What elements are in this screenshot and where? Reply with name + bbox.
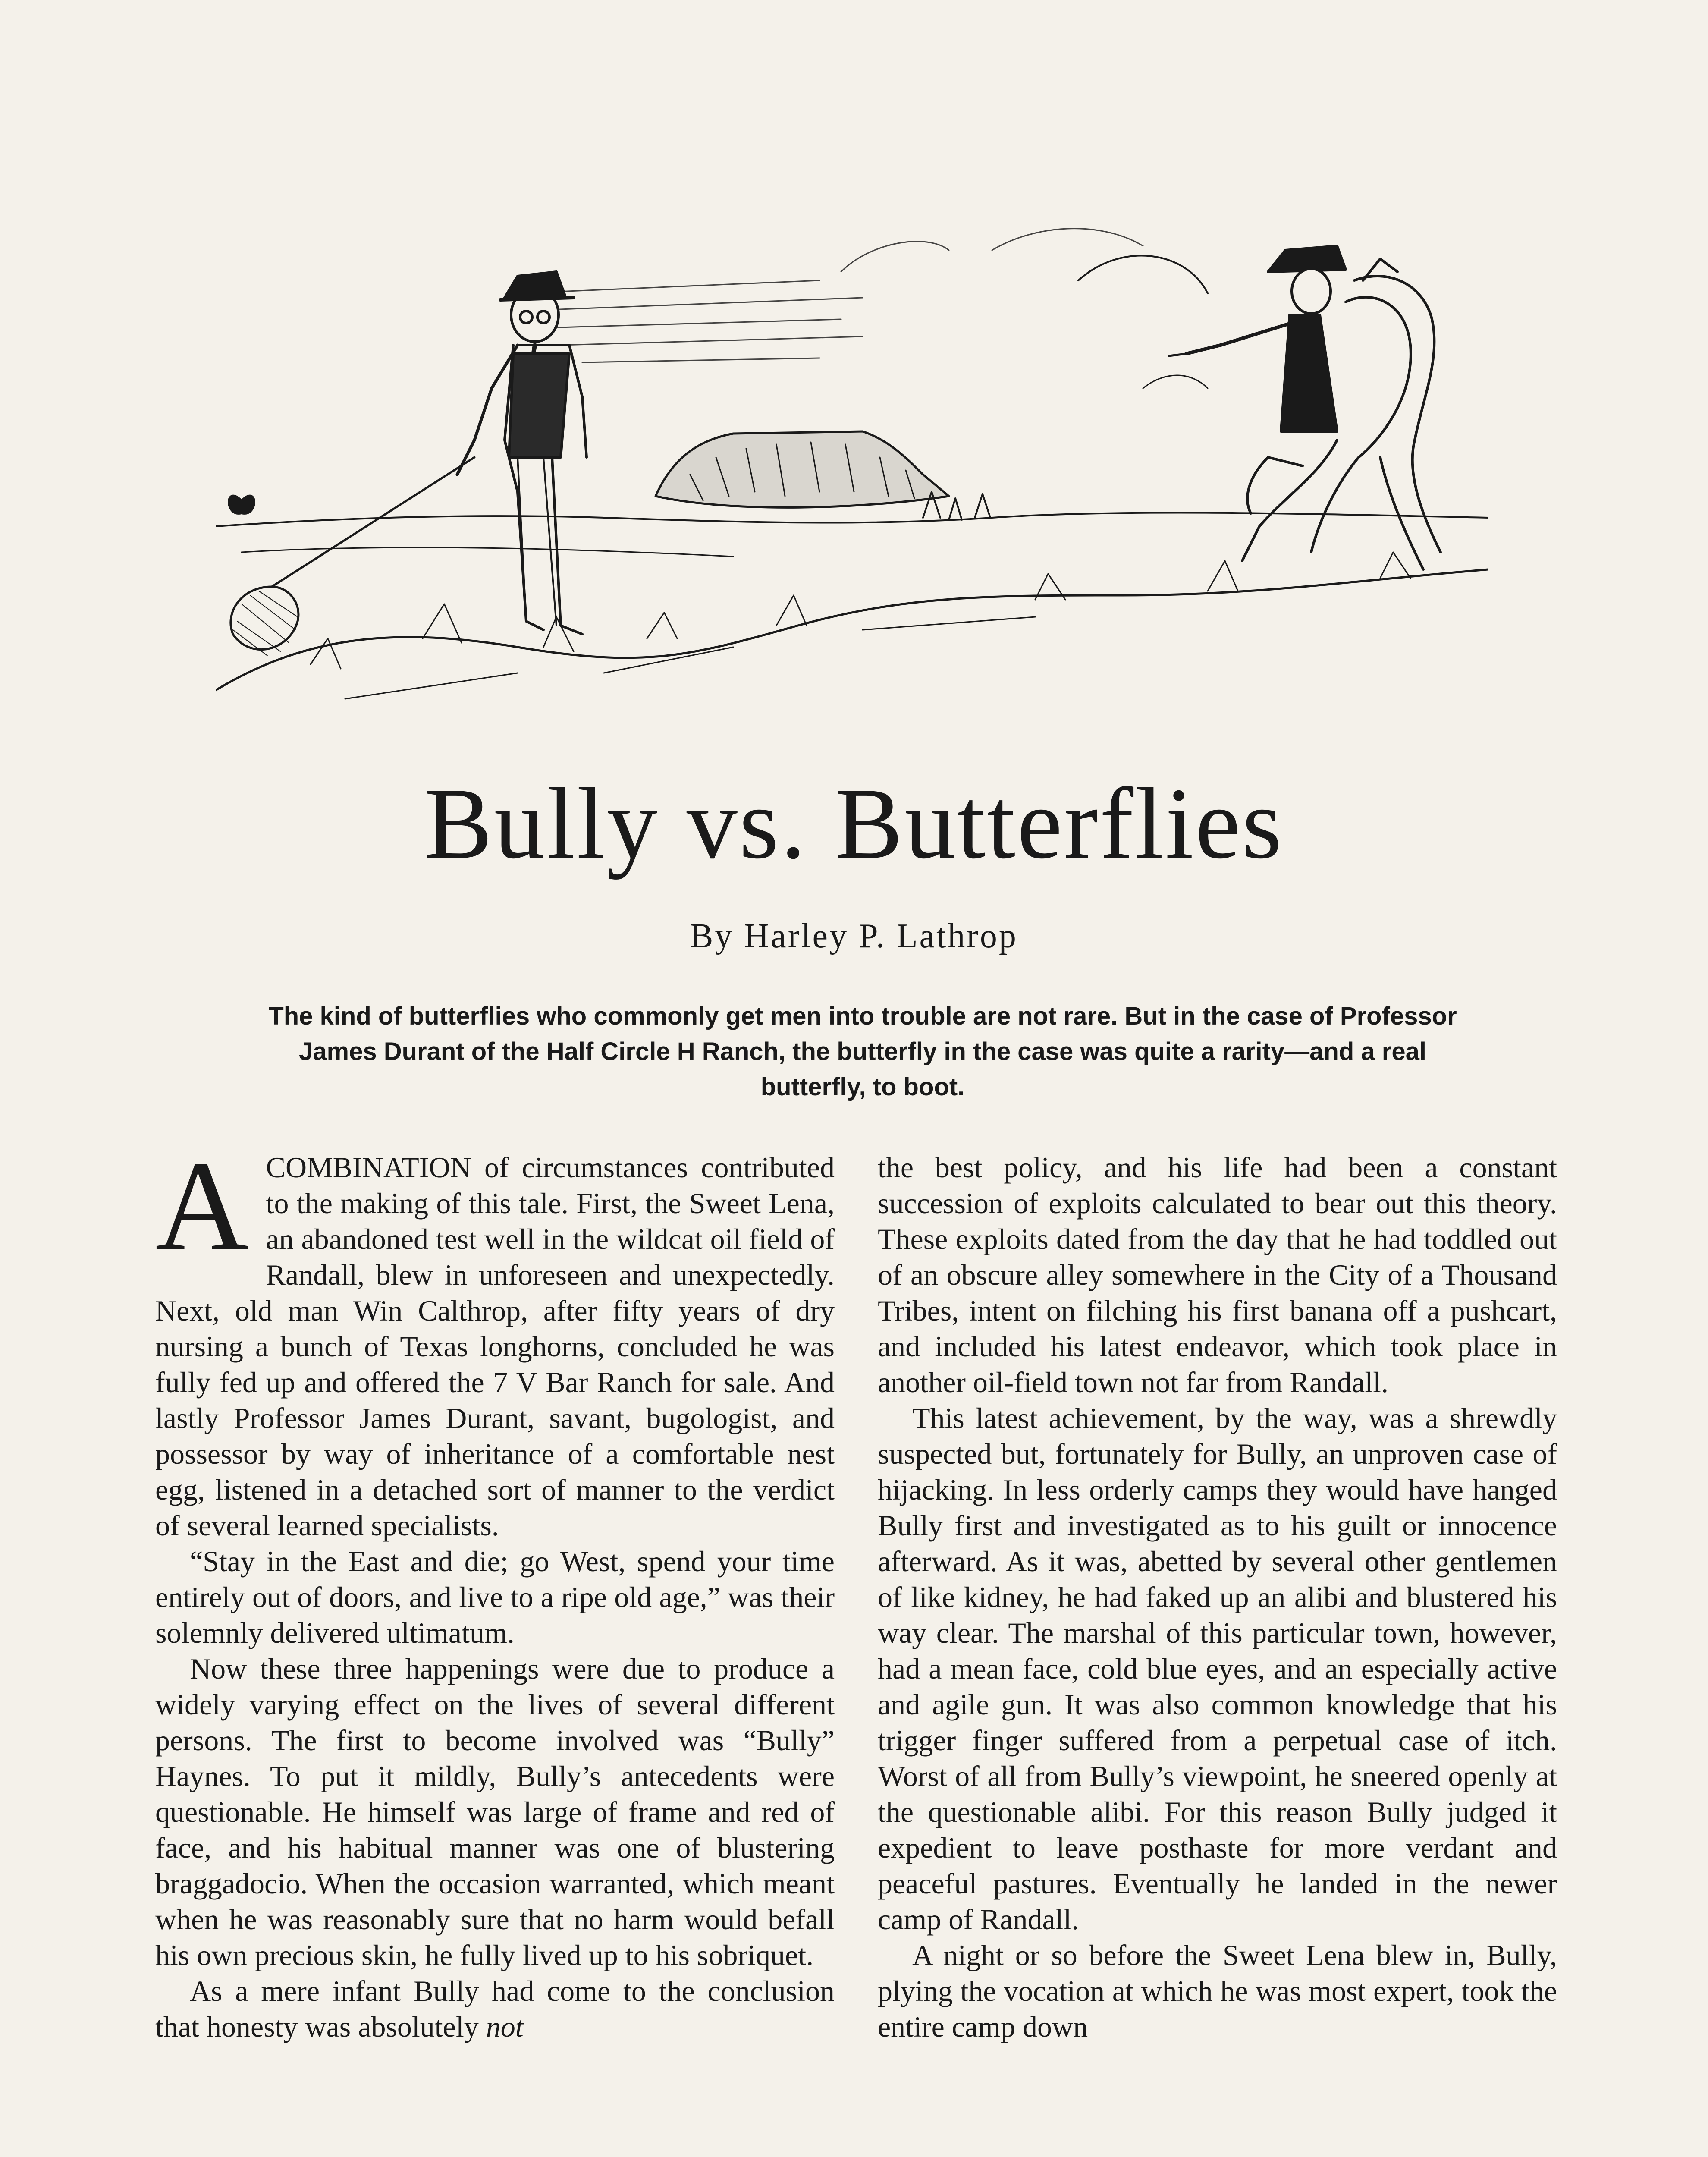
byline: By Harley P. Lathrop bbox=[690, 917, 1018, 955]
article-subtitle: The kind of butterflies who commonly get men into trouble are not rare. But in the case of Professor James Durant of the Half Circle H Ranch, the butterfly in the case was quite a rarity—and a real butterfly, to boot. bbox=[268, 1002, 1457, 1101]
paragraph: Now these three happenings were due to produce a widely varying effect on the lives of several different persons. The first to become involved was “Bully” Haynes. To put it mildly, Bully’s antecedents were questionable. He himself was large of frame and red of face, and his habitual manner was one of blustering braggadocio. When the occasion warranted, which meant when he was reasonably sure that no harm would befall his own precious skin, he fully lived up to his sobriquet. bbox=[155, 1652, 835, 1971]
ink-sketch-butterfly-collector-and-cowboy-icon bbox=[216, 216, 1488, 768]
paragraph: This latest achievement, by the way, was a shrewdly suspected but, fortunately for Bully, an unproven case of hijacking. In less orderly camps they would have hanged Bully first and investigated as to his guilt or innocence afterward. As it was, abetted by several other gentlemen of like kidney, he had faked up an alibi and blustered his way clear. The marshal of this particular town, however, had a mean face, cold blue eyes, and an especially active and agile gun. It was also common knowledge that his trigger finger suffered from a perpetual case of itch. Worst of all from Bully’s viewpoint, he sneered openly at the questionable alibi. For this reason Bully judged it expedient to leave posthaste for more verdant and peaceful pastures. Eventually he landed in the newer camp of Randall. bbox=[878, 1402, 1557, 1936]
paragraph bbox=[155, 1134, 835, 1544]
paragraph: the best policy, and his life had been a constant succession of exploits calculated to bear out this theory. These exploits dated from the day that he had toddled out of an obscure alley somewhere in the City of a Thousand Tribes, intent on filching his first banana off a pushcart, and included his latest endeavor, which took place in another oil-field town not far from Randall. bbox=[878, 1151, 1557, 1399]
text-column-left bbox=[155, 1134, 835, 2045]
paragraph: “Stay in the East and die; go West, spend your time entirely out of doors, and live to a ripe old age,” was their solemnly delivered ultimatum. bbox=[155, 1545, 835, 1649]
article-title: Bully vs. Butterflies bbox=[424, 767, 1284, 880]
paragraph: A night or so before the Sweet Lena blew in, Bully, plying the vocation at which he was most expert, took the entire camp down bbox=[878, 1939, 1557, 2043]
paragraph-text: COMBINATION of circumstances contributed to the making of this tale. First, the Sweet Lena, an abandoned test well in the wildcat oil field of Randall, blew in unforeseen and unexpectedly. Next, old man Win Calthrop, after fifty years of dry nursing a bunch of Texas longhorns, concluded he was fully fed up and offered the 7 V Bar Ranch for sale. And lastly Professor James Durant, savant, bugologist, and possessor by way of inheritance of a comfortable nest egg, listened in a detached sort of manner to the verdict of several learned specialists. bbox=[155, 1151, 835, 1542]
paragraph bbox=[155, 1973, 835, 2045]
drop-cap: A bbox=[155, 1134, 249, 1277]
paragraph-text: As a mere infant Bully had come to the conclusion that honesty was absolutely bbox=[155, 1975, 835, 2043]
text-column-right bbox=[878, 1150, 1557, 2045]
italic-word: not bbox=[486, 2010, 524, 2043]
